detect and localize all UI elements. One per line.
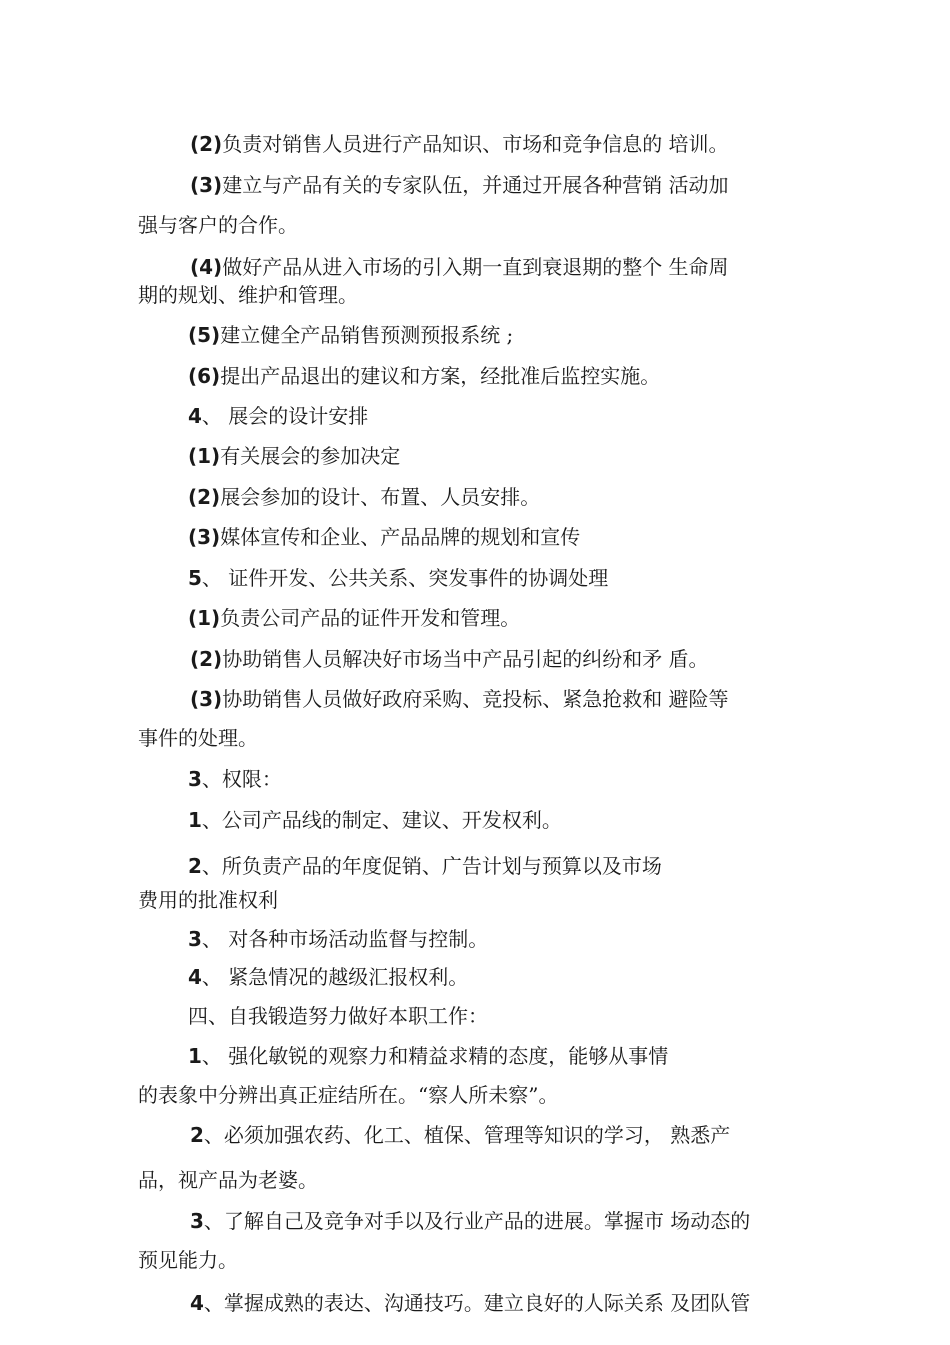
text-line: 1、公司产品线的制定、建议、开发权利。	[188, 808, 562, 832]
text-line: (3)媒体宣传和企业、产品品牌的规划和宣传	[188, 525, 581, 549]
text-line: (1)有关展会的参加决定	[188, 444, 401, 468]
text-line: 预见能力。	[138, 1248, 238, 1272]
text-line: (2)负责对销售人员进行产品知识、市场和竞争信息的 培训。	[190, 132, 729, 156]
text-line: 期的规划、维护和管理。	[138, 283, 358, 307]
section-heading: 四、自我锻造努力做好本职工作：	[188, 1004, 488, 1028]
text-line: (4)做好产品从进入市场的引入期一直到衰退期的整个 生命周	[190, 255, 729, 279]
text-line: (5)建立健全产品销售预测预报系统 ;	[188, 323, 514, 347]
text-line: 品，视产品为老婆。	[138, 1168, 318, 1192]
section-heading: 4、 展会的设计安排	[188, 404, 369, 428]
section-heading: 5、 证件开发、公共关系、突发事件的协调处理	[188, 566, 609, 590]
text-line: 4、掌握成熟的表达、沟通技巧。建立良好的人际关系 及团队管	[190, 1291, 751, 1315]
text-line: (3)协助销售人员做好政府采购、竞投标、紧急抢救和 避险等	[190, 687, 729, 711]
text-line: 事件的处理。	[138, 726, 258, 750]
text-line: (6)提出产品退出的建议和方案，经批准后监控实施。	[188, 364, 661, 388]
section-heading: 3、权限：	[188, 767, 282, 791]
text-line: 4、 紧急情况的越级汇报权利。	[188, 965, 469, 989]
text-line: 3、了解自己及竞争对手以及行业产品的进展。掌握市 场动态的	[190, 1209, 751, 1233]
text-line: 的表象中分辨出真正症结所在。“察人所未察”。	[138, 1083, 559, 1107]
text-line: 强与客户的合作。	[138, 213, 298, 237]
text-line: (1)负责公司产品的证件开发和管理。	[188, 606, 521, 630]
text-line: 1、 强化敏锐的观察力和精益求精的态度，能够从事情	[188, 1044, 669, 1068]
text-line: 2、必须加强农药、化工、植保、管理等知识的学习， 熟悉产	[190, 1123, 731, 1147]
text-line: (2)展会参加的设计、布置、人员安排。	[188, 485, 541, 509]
text-line: 3、 对各种市场活动监督与控制。	[188, 927, 489, 951]
text-line: (3)建立与产品有关的专家队伍，并通过开展各种营销 活动加	[190, 173, 729, 197]
text-line: 费用的批准权利	[138, 888, 278, 912]
text-line: (2)协助销售人员解决好市场当中产品引起的纠纷和矛 盾。	[190, 647, 709, 671]
text-line: 2、所负责产品的年度促销、广告计划与预算以及市场	[188, 854, 662, 878]
